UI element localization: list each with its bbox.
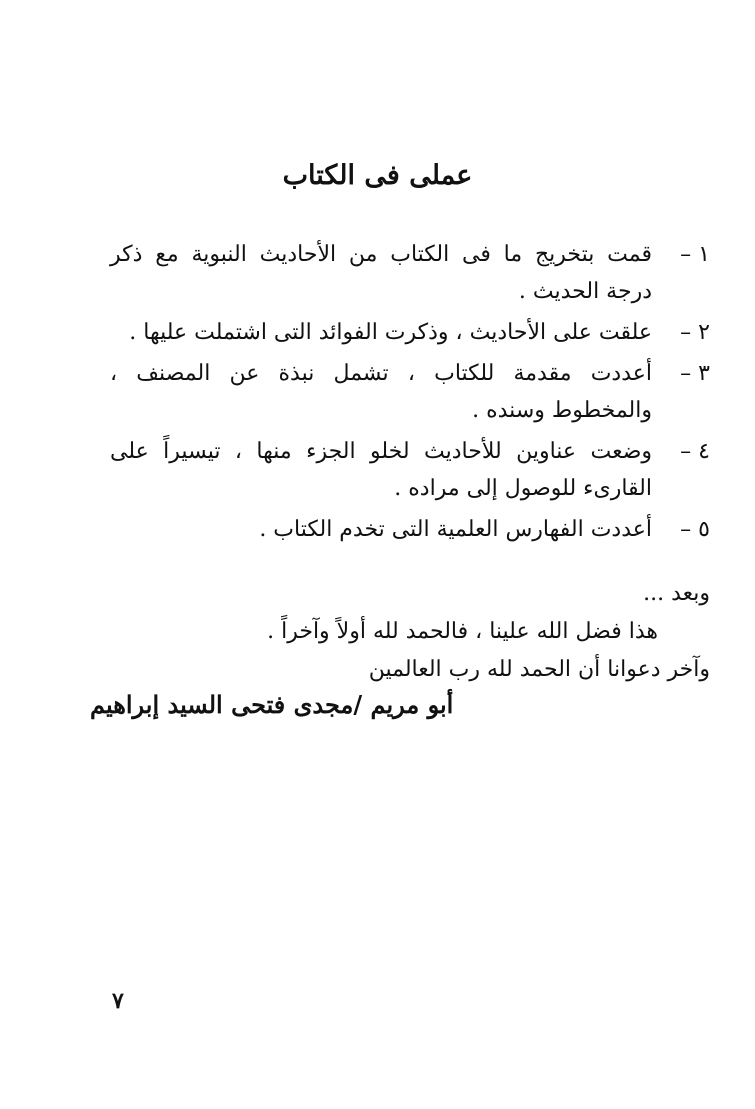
item-number: ١ – — [680, 242, 710, 267]
item-number: ٤ – — [680, 439, 710, 464]
item-text: وضعت عناوين للأحاديث لخلو الجزء منها ، تيسيراً على القارىء للوصول إلى مراده . — [110, 439, 652, 501]
author-signature: أبو مريم /مجدى فتحى السيد إبراهيم — [90, 690, 454, 719]
page-title: عملى فى الكتاب — [282, 160, 473, 191]
closing-line: وبعد ... — [643, 581, 710, 606]
list-item — [110, 433, 710, 507]
item-text: قمت بتخريج ما فى الكتاب من الأحاديث النبوية مع ذكر درجة الحديث . — [110, 242, 652, 304]
closing-paragraph — [90, 575, 710, 689]
item-text: علقت على الأحاديث ، وذكرت الفوائد التى اشتملت عليها . — [129, 320, 652, 345]
closing-line: هذا فضل الله علينا ، فالحمد لله أولاً وآخراً . — [267, 619, 658, 644]
list-item — [110, 511, 710, 548]
item-number: ٣ – — [680, 361, 710, 386]
page-number: ٧ — [112, 988, 124, 1014]
item-text: أعددت الفهارس العلمية التى تخدم الكتاب . — [259, 517, 652, 542]
list-item — [110, 355, 710, 429]
closing-line: وآخر دعوانا أن الحمد لله رب العالمين — [368, 657, 710, 682]
item-number: ٥ – — [680, 517, 710, 542]
work-list — [110, 236, 710, 552]
list-item — [110, 236, 710, 310]
item-number: ٢ – — [680, 320, 710, 345]
item-text: أعددت مقدمة للكتاب ، تشمل نبذة عن المصنف ، والمخطوط وسنده . — [110, 361, 652, 423]
list-item — [110, 314, 710, 351]
